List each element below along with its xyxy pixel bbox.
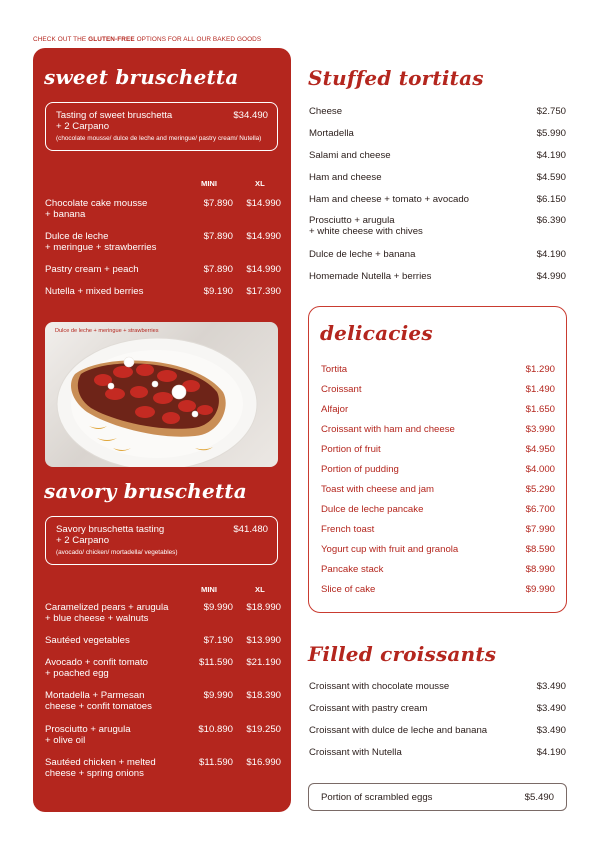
bruschetta-photo [45, 322, 278, 467]
menu-row [45, 265, 281, 277]
price-mini: $11.590 [199, 757, 233, 768]
price-mini: $7.890 [203, 198, 233, 209]
item-price: $6.390 [536, 215, 566, 226]
price-mini: $9.990 [203, 602, 233, 613]
item-name: Caramelized pears + arugula + blue cheese + walnuts [45, 602, 169, 624]
delicacies-title: delicacies [320, 321, 433, 345]
item-price: $3.490 [536, 681, 566, 692]
item-name: Sautéed vegetables [45, 635, 130, 646]
item-name: Portion of pudding [321, 464, 399, 475]
price-mini: $9.990 [203, 690, 233, 701]
delicacies-box [308, 306, 567, 613]
gluten-free-note [33, 36, 261, 43]
item-price: $4.590 [536, 172, 566, 183]
item-price: $1.290 [525, 364, 555, 375]
item-name: Ham and cheese [309, 172, 382, 183]
item-price: $4.990 [536, 271, 566, 282]
price-xl: $13.990 [246, 635, 281, 646]
item-name: Croissant with chocolate mousse [309, 681, 450, 692]
menu-row [45, 758, 281, 780]
scrambled-eggs-box [308, 783, 567, 811]
item-price: $9.990 [525, 584, 555, 595]
menu-row [45, 658, 281, 680]
item-name: Sautéed chicken + melted cheese + spring onions [45, 757, 156, 779]
item-price: $8.590 [525, 544, 555, 555]
item-price: $5.290 [525, 484, 555, 495]
bruschetta-panel [33, 48, 291, 812]
item-name: Pancake stack [321, 564, 384, 575]
item-price: $6.700 [525, 504, 555, 515]
item-name: Toast with cheese and jam [321, 484, 435, 495]
price-mini: $11.590 [199, 657, 233, 668]
menu-row [45, 287, 281, 299]
tortitas-title: Stuffed tortitas [308, 66, 484, 90]
item-price: $8.990 [525, 564, 555, 575]
bruschetta-illustration [45, 322, 278, 467]
menu-row [45, 725, 281, 747]
price-xl: $16.990 [246, 757, 281, 768]
item-name: Homemade Nutella + berries [309, 271, 432, 282]
item-price: $7.990 [525, 524, 555, 535]
item-name: Croissant with dulce de leche and banana [309, 725, 488, 736]
item-price: $3.490 [536, 725, 566, 736]
item-name: Chocolate cake mousse + banana [45, 198, 148, 220]
item-name: Croissant with Nutella [309, 747, 402, 758]
savory-bruschetta-title: savory bruschetta [44, 479, 247, 503]
savory-tasting-price: $41.480 [233, 524, 268, 535]
item-name: Salami and cheese [309, 150, 391, 161]
item-name: Cheese [309, 106, 343, 117]
price-mini: $9.190 [203, 286, 233, 297]
item-name: Portion of fruit [321, 444, 381, 455]
item-price: $5.490 [524, 792, 554, 803]
price-xl: $18.990 [246, 602, 281, 613]
item-price: $6.150 [536, 194, 566, 205]
sweet-tasting-price: $34.490 [233, 110, 268, 121]
item-price: $4.000 [525, 464, 555, 475]
price-mini: $7.190 [203, 635, 233, 646]
note-prefix: CHECK OUT THE [33, 36, 87, 43]
menu-row [45, 636, 281, 648]
item-name: Croissant with ham and cheese [321, 424, 455, 435]
item-price: $3.990 [525, 424, 555, 435]
price-mini: $7.890 [203, 231, 233, 242]
item-name: Croissant with pastry cream [309, 703, 428, 714]
item-name: Croissant [321, 384, 362, 395]
item-price: $4.190 [536, 150, 566, 161]
item-name: Prosciutto + arugula + olive oil [45, 724, 131, 746]
sweet-tasting-label: Tasting of sweet bruschetta + 2 Carpano [56, 110, 173, 132]
item-price: $1.490 [525, 384, 555, 395]
item-name: Dulce de leche + banana [309, 249, 416, 260]
item-price: $1.650 [525, 404, 555, 415]
savory-col-mini: MINI [201, 585, 218, 594]
menu-row [45, 691, 281, 713]
item-price: $4.190 [536, 747, 566, 758]
savory-col-xl: XL [255, 585, 265, 594]
item-name: Ham and cheese + tomato + avocado [309, 194, 469, 205]
item-name: Avocado + confit tomato + poached egg [45, 657, 149, 679]
item-name: Dulce de leche + meringue + strawberries [45, 231, 157, 253]
item-name: Prosciutto + arugula + white cheese with chives [309, 215, 423, 237]
menu-row [45, 603, 281, 625]
price-xl: $21.190 [246, 657, 281, 668]
item-price: $3.490 [536, 703, 566, 714]
item-name: French toast [321, 524, 375, 535]
savory-tasting-label: Savory bruschetta tasting + 2 Carpano [56, 524, 165, 546]
item-name: Mortadella [309, 128, 354, 139]
item-name: Yogurt cup with fruit and granola [321, 544, 459, 555]
item-name: Dulce de leche pancake [321, 504, 424, 515]
item-name: Pastry cream + peach [45, 264, 139, 275]
price-xl: $14.990 [246, 231, 281, 242]
note-suffix: OPTIONS FOR ALL OUR BAKED GOODS [136, 36, 262, 43]
sweet-col-mini: MINI [201, 179, 218, 188]
item-name: Nutella + mixed berries [45, 286, 144, 297]
price-xl: $19.250 [246, 724, 281, 735]
item-name: Tortita [321, 364, 348, 375]
price-xl: $14.990 [246, 198, 281, 209]
item-price: $4.190 [536, 249, 566, 260]
price-xl: $14.990 [246, 264, 281, 275]
menu-row [45, 232, 281, 254]
menu-row [45, 199, 281, 221]
sweet-tasting-box [45, 102, 278, 151]
savory-tasting-box [45, 516, 278, 565]
croissants-title: Filled croissants [308, 642, 497, 666]
item-name: Mortadella + Parmesan cheese + confit tomatoes [45, 690, 152, 712]
sweet-col-xl: XL [255, 179, 265, 188]
price-mini: $10.890 [198, 724, 233, 735]
item-name: Alfajor [321, 404, 349, 415]
item-name: Slice of cake [321, 584, 376, 595]
item-price: $2.750 [536, 106, 566, 117]
item-name: Portion of scrambled eggs [321, 792, 433, 803]
sweet-tasting-note: (chocolate mousse/ dulce de leche and meringue/ pastry cream/ Nutella) [56, 135, 262, 142]
sweet-bruschetta-title: sweet bruschetta [44, 65, 239, 89]
price-mini: $7.890 [203, 264, 233, 275]
item-price: $5.990 [536, 128, 566, 139]
price-xl: $18.390 [246, 690, 281, 701]
price-xl: $17.390 [246, 286, 281, 297]
note-highlight: GLUTEN-FREE [88, 36, 135, 43]
photo-caption: Dulce de leche + meringue + strawberries [55, 328, 159, 334]
item-price: $4.950 [525, 444, 555, 455]
savory-tasting-note: (avocado/ chicken/ mortadella/ vegetables) [56, 549, 178, 556]
